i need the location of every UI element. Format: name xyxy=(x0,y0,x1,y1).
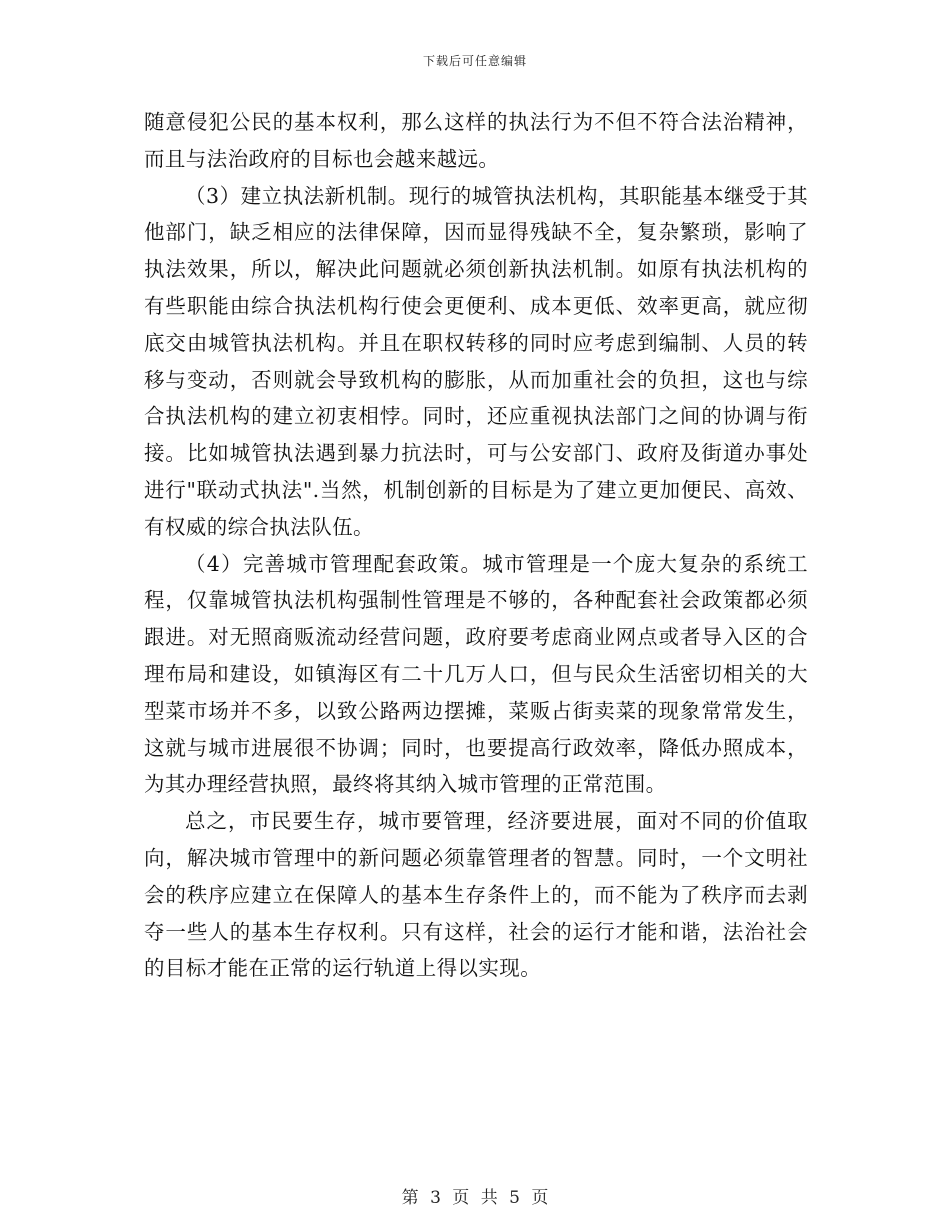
page-header: 下载后可任意编辑 xyxy=(422,54,527,68)
page-footer: 第 3 页 共 5 页 xyxy=(401,1188,549,1208)
paragraph-3: （4）完善城市管理配套政策。城市管理是一个庞大复杂的系统工程，仅靠城管执法机构强制性管理是不够的，各种配套社会政策都必须跟进。对无照商贩流动经营问题，政府要考虑商业网点或者导入区的合理布局和建设，如镇海区有二十几万人口，但与民众生活密切相关的大型菜市场并不多，以致公路两边摆摊，菜贩占街卖菜的现象常常发生，这就与城市进展很不协调；同时，也要提高行政效率，降低办照成本，为其办理经营执照，最终将其纳入城市管理的正常范围。 xyxy=(144,551,808,797)
paragraph-2: （3）建立执法新机制。现行的城管执法机构，其职能基本继受于其他部门，缺乏相应的法律保障，因而显得残缺不全，复杂繁琐，影响了执法效果，所以，解决此问题就必须创新执法机制。如原有执法机构的有些职能由综合执法机构行使会更便利、成本更低、效率更高，就应彻底交由城管执法机构。并且在职权转移的同时应考虑到编制、人员的转移与变动，否则就会导致机构的膨胀，从而加重社会的负担，这也与综合执法机构的建立初衷相悖。同时，还应重视执法部门之间的协调与衔接。比如城管执法遇到暴力抗法时，可与公安部门、政府及街道办事处进行"联动式执法".当然，机制创新的目标是为了建立更加便民、高效、有权威的综合执法队伍。 xyxy=(144,183,808,539)
paragraph-1: 随意侵犯公民的基本权利，那么这样的执法行为不但不符合法治精神，而且与法治政府的目标也会越来越远。 xyxy=(144,110,808,171)
document-body xyxy=(144,104,808,987)
paragraph-4: 总之，市民要生存，城市要管理，经济要进展，面对不同的价值取向，解决城市管理中的新问题必须靠管理者的智慧。同时，一个文明社会的秩序应建立在保障人的基本生存条件上的，而不能为了秩序而去剥夺一些人的基本生存权利。只有这样，社会的运行才能和谐，法治社会的目标才能在正常的运行轨道上得以实现。 xyxy=(144,809,808,981)
